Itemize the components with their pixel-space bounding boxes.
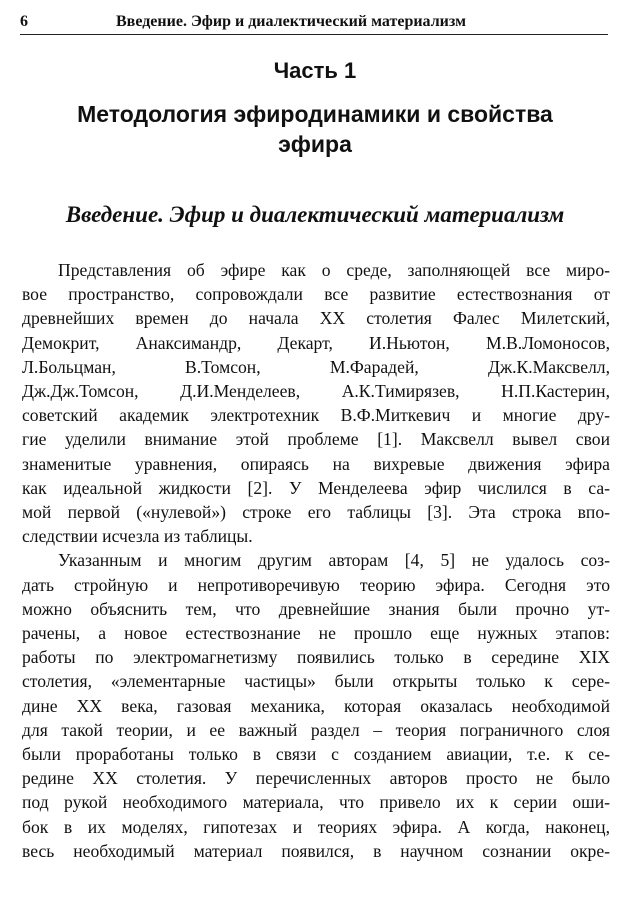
text-line: рачены, а новое естествознание не прошло еще нужных этапов: — [22, 623, 610, 644]
text-line: под рукой необходимого материала, что привело их к серии оши- — [22, 792, 610, 813]
text-line: дать стройную и непротиворечивую теорию эфира. Сегодня это — [22, 574, 610, 595]
part-label: Часть 1 — [273, 58, 357, 83]
text-line: редине XX столетия. У перечисленных авторов просто не было — [22, 768, 610, 789]
running-title: Введение. Эфир и диалектический материализм — [116, 13, 466, 30]
body-text — [22, 258, 610, 863]
text-line: были проработаны только в связи с созданием авиации, т.е. к се- — [22, 744, 610, 765]
text-line: как идеальной жидкости [2]. У Менделеева эфир числился в са- — [22, 477, 610, 498]
text-line: советский академик электротехник В.Ф.Миткевич и многие дру- — [22, 405, 610, 426]
text-line: мой первой («нулевой») строке его таблицы [3]. Эта строка впо- — [22, 502, 610, 523]
chapter-title — [30, 99, 600, 159]
text-line: Дж.Дж.Томсон, Д.И.Менделеев, А.К.Тимирязев, Н.П.Кастерин, — [22, 381, 610, 402]
text-line: Представления об эфире как о среде, заполняющей все миро- — [58, 260, 610, 280]
section-title: Введение. Эфир и диалектический материализм — [65, 202, 565, 227]
chapter-title-line: эфира — [278, 131, 352, 157]
running-header — [20, 12, 608, 35]
text-line: знаменитые уравнения, опираясь на вихревые движения эфира — [22, 453, 610, 474]
text-line: весь необходимый материал появился, в научном сознании окре- — [22, 840, 610, 861]
text-line: для такой теории, и ее важный раздел – теория пограничного слоя — [22, 719, 610, 740]
text-line: Указанным и многим другим авторам [4, 5] не удалось соз- — [58, 550, 610, 571]
text-line: древнейших времен до начала XX столетия Фалес Милетский, — [22, 308, 610, 329]
text-line: столетия, «элементарные частицы» были открыты только к сере- — [22, 671, 610, 692]
text-line: можно объяснить тем, что древнейшие знания были прочно ут- — [22, 598, 610, 619]
text-line: Демокрит, Анаксимандр, Декарт, И.Ньютон, М.В.Ломоносов, — [22, 332, 610, 353]
paragraph — [22, 548, 610, 863]
text-line: бок в их моделях, гипотезах и теориях эфира. А когда, наконец, — [22, 816, 610, 837]
text-line: Л.Больцман, В.Томсон, М.Фарадей, Дж.К.Максвелл, — [22, 356, 610, 377]
text-line: дине XX века, газовая механика, которая оказалась необходимой — [22, 695, 610, 716]
text-line: гие уделили внимание этой проблеме [1]. Максвелл вывел свои — [22, 429, 610, 450]
text-line: работы по электромагнетизму появились только в середине XIX — [22, 647, 610, 668]
text-line: следствии исчезла из таблицы. — [22, 526, 253, 547]
text-line: вое пространство, сопровождали все развитие естествознания от — [22, 284, 610, 305]
chapter-title-line: Методология эфиродинамики и свойства — [77, 101, 553, 127]
page-number: 6 — [20, 13, 28, 30]
paragraph — [22, 258, 610, 548]
